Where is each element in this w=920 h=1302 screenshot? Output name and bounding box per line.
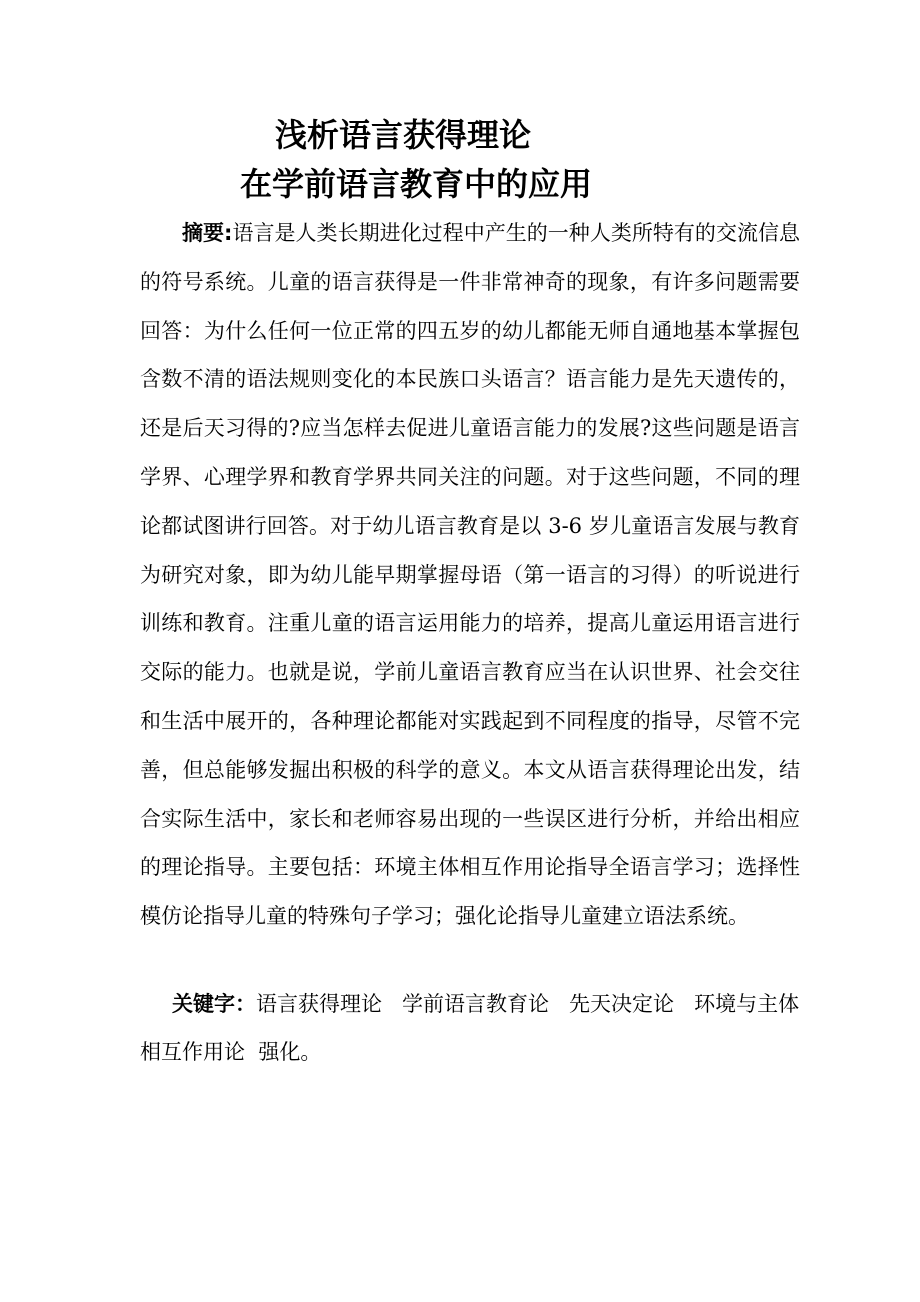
document-title-line-1: 浅析语言获得理论 xyxy=(275,116,532,154)
keywords-text: 语言获得理论 学前语言教育论 先天决定论 环境与主体相互作用论 强化。 xyxy=(140,992,800,1064)
abstract-label: 摘要: xyxy=(182,221,233,245)
keywords-label: 关键字： xyxy=(172,992,256,1016)
abstract-paragraph xyxy=(140,209,800,941)
abstract-text: 语言是人类长期进化过程中产生的一种人类所特有的交流信息的符号系统。儿童的语言获得是一件非常神奇的现象，有许多问题需要回答：为什么任何一位正常的四五岁的幼儿都能无师自通地基本掌握包含数不清的语法规则变化的本民族口头语言？语言能力是先天遗传的，还是后天习得的?应当怎样去促进儿童语言能力的发展?这些问题是语言学界、心理学界和教育学界共同关注的问题。对于这些问题，不同的理论都试图讲行回答。对于幼儿语言教育是以 3-6 岁儿童语言发展与教育为研究对象，即为幼儿能早期掌握母语（第一语言的习得）的听说进行训练和教育。注重儿童的语言运用能力的培养，提高儿童运用语言进行交际的能力。也就是说，学前儿童语言教育应当在认识世界、社会交往和生活中展开的，各种理论都能对实践起到不同程度的指导，尽管不完善，但总能够发掘出积极的科学的意义。本文从语言获得理论出发，结合实际生活中，家长和老师容易出现的一些误区进行分析，并给出相应的理论指导。主要包括：环境主体相互作用论指导全语言学习；选择性模仿论指导儿童的特殊句子学习；强化论指导儿童建立语法系统。 xyxy=(140,221,801,929)
keywords-paragraph xyxy=(140,980,800,1076)
document-title-line-2: 在学前语言教育中的应用 xyxy=(240,165,593,203)
